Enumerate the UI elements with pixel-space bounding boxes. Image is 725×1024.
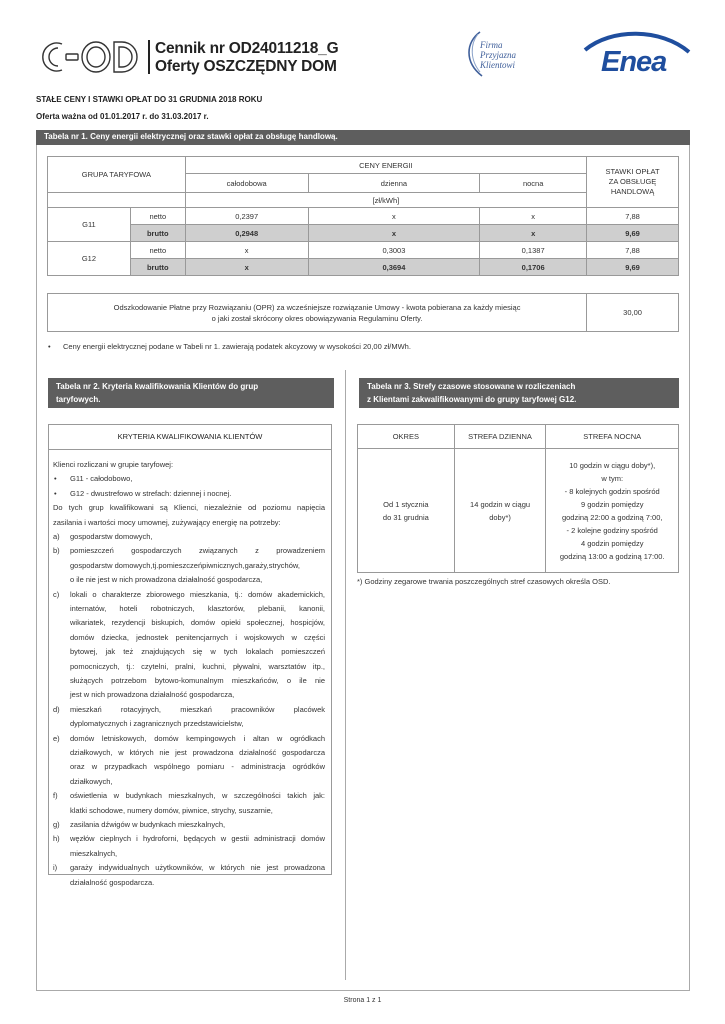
offer-title: Oferty OSZCZĘDNY DOM	[155, 58, 337, 75]
criteria-line: pomocniczych, tj.: czytelni, pralni, kuchni, pływalni, warsztatów itp.,	[70, 661, 325, 671]
criteria-line: bytowej, jak też znajdujących się w tych lokalach pomieszczeń	[70, 647, 325, 657]
table3-caption: Tabela nr 3. Strefy czasowe stosowane w rozliczeniach z Klientami zakwalifikowanymi do grupy taryfowej G12.	[359, 378, 679, 408]
criteria-line: o ile nie jest w nich prowadzona działalność gospodarcza,	[70, 575, 263, 585]
criteria-line: Do tych grup kwalifikowani są Klienci, niezależnie od poziomu napięcia	[53, 503, 325, 513]
table-cell: x	[185, 242, 308, 259]
table-cell: 0,2397	[185, 208, 308, 225]
firma-line-2: Przyjazna	[480, 50, 516, 60]
criteria-line: gospodarstw domowych,	[70, 532, 153, 541]
firma-line-1: Firma	[480, 40, 503, 50]
criteria-line: oświetlenia w budynkach mieszkalnych, w szczególności takich jak:	[70, 791, 325, 801]
col-calodobowa: całodobowa	[185, 174, 308, 193]
criteria-line: G12 - dwustrefowo w strefach: dziennej i nocnej.	[70, 488, 232, 498]
criteria-line: zasilania i wartości mocy umownej, zużywający energię na potrzeby:	[53, 517, 281, 527]
compensation-text: Odszkodowanie Płatne przy Rozwiązaniu (OPR) za wcześniejsze rozwiązanie Umowy - kwota pobierana za każdy miesiąc o jaki został skrócony okres obowiązywania Regulaminu Oferty.	[48, 294, 587, 332]
time-zones-footnote: *) Godziny zegarowe trwania poszczególnych stref czasowych określa OSD.	[357, 577, 611, 586]
day-zone-cell: 14 godzin w ciągu doby*)	[454, 449, 546, 573]
criteria-line: działkowych,	[70, 776, 113, 786]
criteria-line: internatów, hoteli robotniczych, klasztorów, plebanii, kanonii,	[70, 604, 325, 613]
table-cell: 7,88	[587, 208, 679, 225]
group-header: GRUPA TARYFOWA	[48, 157, 186, 193]
table2-caption: Tabela nr 2. Kryteria kwalifikowania Klientów do grup taryfowych.	[48, 378, 334, 408]
table-cell: 0,1706	[480, 259, 587, 276]
night-zone-cell: 10 godzin w ciągu doby*), w tym: - 8 kolejnych godzin spośród 9 godzin pomiędzy godziną 22:00 a godziną 7:00, - 2 kolejne godziny spośród 4 godzin pomiędzy godziną 13:00 a godziną 17:00.	[546, 449, 679, 573]
svg-text:C-OD: C-OD	[30, 25, 71, 42]
table-cell: x	[480, 208, 587, 225]
criteria-line: garaży indywidualnych użytkowników, w których nie jest prowadzona	[70, 863, 325, 873]
criteria-line: działalność gospodarcza.	[70, 877, 155, 887]
table-cell: x	[308, 208, 480, 225]
table-cell: 7,88	[587, 242, 679, 259]
g11-label: G11	[48, 208, 131, 242]
criteria-line: dyplomatycznych i zagranicznych przedstawicielstw,	[70, 719, 244, 729]
excise-bullet: •	[48, 342, 51, 351]
criteria-line: wikariatek, rezydencji biskupich, domów opieki społecznej, hospicjów,	[70, 618, 325, 628]
criteria-marker: b)	[53, 546, 60, 556]
fixed-prices-subtitle: STAŁE CENY I STAWKI OPŁAT DO 31 GRUDNIA 2018 ROKU	[36, 95, 263, 104]
criteria-line: Klienci rozliczani w grupie taryfowej:	[53, 460, 174, 469]
cod-logo	[30, 25, 136, 76]
table1-caption: Tabela nr 1. Ceny energii elektrycznej oraz stawki opłat za obsługę handlową.	[36, 130, 690, 145]
g12-label: G12	[48, 242, 131, 276]
table-cell: 9,69	[587, 259, 679, 276]
compensation-table	[47, 293, 679, 332]
criteria-marker: a)	[53, 532, 60, 541]
enea-logo: Enea	[601, 46, 667, 78]
criteria-line: pomieszczeń gospodarczych związanych z prowadzeniem	[70, 546, 325, 556]
table-cell: netto	[130, 242, 185, 259]
criteria-line: oraz w przypadkach wspólnego pomiaru - administracja ogródków	[70, 762, 325, 772]
criteria-line: działkowych, w których nie jest prowadzona działalność gospodarcza	[70, 748, 325, 757]
col-dzienna: dzienna	[308, 174, 480, 193]
criteria-line: gospodarstw domowych,tj.pomieszczeńpiwnicznych,garaży,strychów,	[70, 560, 300, 570]
criteria-line: domów dziecka, jednostek penitencjarnych i wojskowych w części	[70, 632, 325, 642]
column-divider	[345, 370, 346, 980]
criteria-line: lokali o charakterze zbiorowego mieszkania, tj.: domów akademickich,	[70, 589, 325, 599]
criteria-line: domów letniskowych, domów kempingowych i altan w ogródkach	[70, 733, 325, 743]
table-cell: x	[308, 225, 480, 242]
table-cell: netto	[130, 208, 185, 225]
table-cell: 0,1387	[480, 242, 587, 259]
criteria-marker: •	[54, 488, 57, 498]
energy-price-table	[47, 156, 679, 276]
criteria-line: mieszkalnych,	[70, 848, 118, 858]
period-cell: Od 1 stycznia do 31 grudnia	[358, 449, 455, 573]
criteria-marker: c)	[53, 589, 60, 599]
criteria-line: zasilania dźwigów w budynkach mieszkalnych,	[70, 820, 226, 829]
criteria-marker: h)	[53, 834, 60, 844]
col-strefa-dzienna: STREFA DZIENNA	[454, 425, 546, 449]
firma-line-3: Klientowi	[480, 60, 516, 70]
offer-validity: Oferta ważna od 01.01.2017 r. do 31.03.2017 r.	[36, 112, 209, 121]
table-cell: 0,2948	[185, 225, 308, 242]
col-okres: OKRES	[358, 425, 455, 449]
table-cell: brutto	[130, 225, 185, 242]
energy-unit: [zł/kWh]	[185, 193, 586, 208]
criteria-marker: e)	[53, 733, 60, 743]
criteria-line: służących potrzebom bytowo-komunalnym mieszkańców, o ile nie	[70, 676, 325, 685]
criteria-marker: d)	[53, 704, 60, 714]
compensation-value: 30,00	[587, 294, 679, 332]
table-cell: x	[185, 259, 308, 276]
criteria-line: G11 - całodobowo,	[70, 474, 133, 484]
table-cell: brutto	[130, 259, 185, 276]
fee-header: STAWKI OPŁAT ZA OBSŁUGĘ HANDLOWĄ	[587, 157, 679, 208]
col-strefa-nocna: STREFA NOCNA	[546, 425, 679, 449]
table-cell: 0,3003	[308, 242, 480, 259]
criteria-marker: •	[54, 474, 57, 484]
table-cell: 0,3694	[308, 259, 480, 276]
price-list-title: Cennik nr OD24011218_G	[155, 40, 339, 57]
criteria-marker: g)	[53, 820, 60, 829]
page-number: Strona 1 z 1	[343, 997, 382, 1004]
criteria-line: jest w nich prowadzona działalność gospodarcza,	[70, 690, 235, 700]
col-nocna: nocna	[480, 174, 587, 193]
criteria-line: węzłów cieplnych i hydroforni, będących w gestii administracji domów	[70, 834, 325, 844]
time-zones-table	[357, 424, 679, 573]
criteria-line: mieszkań rotacyjnych, mieszkań pracowników placówek	[70, 704, 325, 714]
criteria-body	[48, 448, 332, 887]
header-divider	[148, 40, 150, 74]
table-cell: x	[480, 225, 587, 242]
criteria-header: KRYTERIA KWALIFIKOWANIA KLIENTÓW	[48, 424, 332, 450]
criteria-marker: i)	[53, 863, 58, 873]
energy-prices-header: CENY ENERGII	[185, 157, 586, 174]
criteria-line: klatki schodowe, numery domów, piwnice, strychy, suszarnie,	[70, 805, 273, 815]
table-cell: 9,69	[587, 225, 679, 242]
excise-note: Ceny energii elektrycznej podane w Tabeli nr 1. zawierają podatek akcyzowy w wysokości 20,00 zł/MWh.	[63, 342, 411, 351]
criteria-marker: f)	[53, 791, 58, 801]
